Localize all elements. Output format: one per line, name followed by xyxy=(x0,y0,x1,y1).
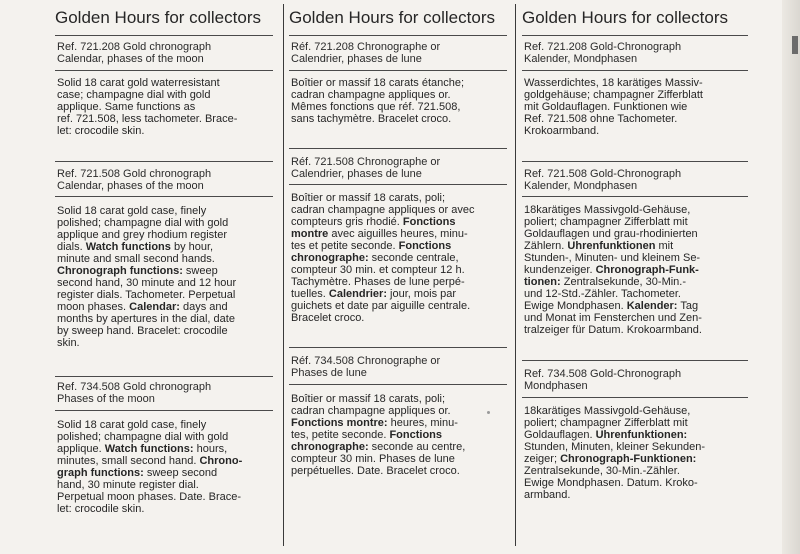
entry-rule xyxy=(55,70,273,71)
body-line: Krokoarmband. xyxy=(524,125,600,137)
body-line: Zählern. Uhrenfunktionen mit xyxy=(524,240,674,252)
body-line: minute and small second hands. xyxy=(57,253,215,265)
body-line: tes, petite seconde. Fonctions xyxy=(291,429,443,441)
column-divider xyxy=(515,4,516,546)
body-line: cadran champagne appliques or avec xyxy=(291,204,475,216)
body-line: dials. Watch functions by hour, xyxy=(57,241,214,253)
body-line: minutes, small second hand. Chrono- xyxy=(57,455,243,467)
entry-body xyxy=(524,405,744,501)
entry-subtitle-line: Calendar, phases of the moon xyxy=(57,53,204,65)
entry-body xyxy=(291,77,511,125)
entry-rule xyxy=(522,360,748,361)
body-line: compteurs gris rhodié. Fonctions xyxy=(291,216,456,228)
body-line: Solid 18 carat gold case, finely xyxy=(57,419,207,431)
entry-rule xyxy=(289,384,507,385)
body-line: polished; champagne dial with gold xyxy=(57,217,229,229)
entry-title xyxy=(524,41,742,65)
body-line: tuelles. Calendrier: jour, mois par xyxy=(291,288,457,300)
entry-rule xyxy=(522,196,748,197)
body-line: skin. xyxy=(57,337,80,349)
body-line: Ewige Mondphasen. Kalender: Tag xyxy=(524,300,699,312)
body-line: Mêmes fonctions que réf. 721.508, xyxy=(291,101,461,113)
body-line: Goldauflagen und grau-rhodinierten xyxy=(524,228,698,240)
body-line: tes et petite seconde. Fonctions xyxy=(291,240,452,252)
body-line: Ewige Mondphasen. Datum. Kroko- xyxy=(524,477,698,489)
edge-mark xyxy=(792,36,798,54)
entry-body xyxy=(57,205,277,349)
entry-title xyxy=(57,41,275,65)
entry-rule xyxy=(522,70,748,71)
heading-rule xyxy=(55,35,273,36)
entry-rule xyxy=(289,148,507,149)
entry-body xyxy=(57,419,277,515)
entry-subtitle-line: Calendrier, phases de lune xyxy=(291,168,422,180)
body-line: Boîtier or massif 18 carats, poli; xyxy=(291,192,446,204)
entry-rule xyxy=(55,196,273,197)
body-line: mit Goldauflagen. Funktionen wie xyxy=(524,101,688,113)
body-line: Ref. 721.508 ohne Tachometer. xyxy=(524,113,678,125)
body-line: Boîtier or massif 18 carats étanche; xyxy=(291,77,465,89)
body-line: guichets et date par aiguille centrale. xyxy=(291,300,471,312)
entry-title-line: Ref. 734.508 Gold chronograph xyxy=(57,381,212,393)
column-heading: Golden Hours for collectors xyxy=(289,8,495,27)
body-line: Solid 18 carat gold waterresistant xyxy=(57,77,220,89)
body-line: kundenzeiger. Chronograph-Funk- xyxy=(524,264,699,276)
body-line: und 12-Std.-Zähler. Tachometer. xyxy=(524,288,681,300)
entry-title-line: Ref. 721.508 Gold chronograph xyxy=(57,168,212,180)
entry-rule xyxy=(522,397,748,398)
entry-body xyxy=(524,204,744,336)
body-line: zeiger; Chronograph-Funktionen: xyxy=(524,453,697,465)
column-heading: Golden Hours for collectors xyxy=(522,8,728,27)
body-line: sans tachymètre. Bracelet croco. xyxy=(291,113,452,125)
body-line: 18karätiges Massivgold-Gehäuse, xyxy=(524,405,691,417)
entry-subtitle-line: Calendrier, phases de lune xyxy=(291,53,422,65)
body-line: polished; champagne dial with gold xyxy=(57,431,229,443)
page-edge xyxy=(782,0,800,554)
entry-title xyxy=(291,41,509,65)
entry-title xyxy=(524,168,742,192)
entry-subtitle-line: Kalender, Mondphasen xyxy=(524,53,638,65)
entry-title-line: Réf. 734.508 Chronographe or xyxy=(291,355,441,367)
entry-subtitle-line: Mondphasen xyxy=(524,380,588,392)
entry-rule xyxy=(55,410,273,411)
body-line: Zentralsekunde, 30-Min.-Zähler. xyxy=(524,465,680,477)
body-line: ref. 721.508, less tachometer. Brace- xyxy=(57,113,238,125)
entry-rule xyxy=(289,70,507,71)
body-line: Perpetual moon phases. Date. Brace- xyxy=(57,491,242,503)
entry-title xyxy=(291,156,509,180)
body-line: Solid 18 carat gold case, finely xyxy=(57,205,207,217)
entry-rule xyxy=(522,161,748,162)
body-line: poliert; champagner Zifferblatt mit xyxy=(524,417,688,429)
body-line: Fonctions montre: heures, minu- xyxy=(291,417,458,429)
body-line: graph functions: sweep second xyxy=(57,467,218,479)
entry-title-line: Réf. 721.508 Chronographe or xyxy=(291,156,441,168)
entry-title-line: Ref. 734.508 Gold-Chronograph xyxy=(524,368,682,380)
column-heading: Golden Hours for collectors xyxy=(55,8,261,27)
column-divider xyxy=(283,4,284,546)
entry-rule xyxy=(289,184,507,185)
body-line: applique and grey rhodium register xyxy=(57,229,227,241)
body-line: und Monat im Fensterchen und Zen- xyxy=(524,312,702,324)
body-line: cadran champagne appliques or. xyxy=(291,89,451,101)
entry-rule xyxy=(55,161,273,162)
body-line: applique. Same functions as xyxy=(57,101,196,113)
body-line: 18karätiges Massivgold-Gehäuse, xyxy=(524,204,691,216)
heading-rule xyxy=(522,35,748,36)
entry-title xyxy=(57,168,275,192)
body-line: register dials. Tachometer. Perpetual xyxy=(57,289,236,301)
entry-title xyxy=(524,368,742,392)
body-line: chronographe: seconde centrale, xyxy=(291,252,459,264)
body-line: goldgehäuse; champagner Zifferblatt xyxy=(524,89,703,101)
heading-rule xyxy=(289,35,507,36)
body-line: Tachymètre. Phases de lune perpé- xyxy=(291,276,465,288)
body-line: montre avec aiguilles heures, minu- xyxy=(291,228,468,240)
entry-subtitle-line: Phases de lune xyxy=(291,367,367,379)
body-line: let: crocodile skin. xyxy=(57,125,145,137)
body-line: Bracelet croco. xyxy=(291,312,365,324)
body-line: tionen: Zentralsekunde, 30-Min.- xyxy=(524,276,687,288)
entry-subtitle-line: Kalender, Mondphasen xyxy=(524,180,638,192)
entry-title-line: Ref. 721.508 Gold-Chronograph xyxy=(524,168,682,180)
body-line: Boîtier or massif 18 carats, poli; xyxy=(291,393,446,405)
body-line: perpétuelles. Date. Bracelet croco. xyxy=(291,465,460,477)
body-line: case; champagne dial with gold xyxy=(57,89,211,101)
entry-body xyxy=(291,393,511,477)
entry-title xyxy=(57,381,275,405)
body-line: Stunden-, Minuten- und kleinem Se- xyxy=(524,252,701,264)
body-line: armband. xyxy=(524,489,571,501)
entry-rule xyxy=(55,376,273,377)
body-line: Wasserdichtes, 18 karätiges Massiv- xyxy=(524,77,703,89)
entry-body xyxy=(524,77,744,137)
body-line: Chronograph functions: sweep xyxy=(57,265,218,277)
body-line: tralzeiger für Datum. Krokoarmband. xyxy=(524,324,702,336)
body-line: let: crocodile skin. xyxy=(57,503,145,515)
entry-rule xyxy=(289,347,507,348)
entry-title-line: Ref. 721.208 Gold chronograph xyxy=(57,41,212,53)
entry-title xyxy=(291,355,509,379)
body-line: compteur 30 min. Phases de lune xyxy=(291,453,455,465)
entry-body xyxy=(57,77,277,137)
entry-body xyxy=(291,192,511,324)
body-line: by sweep hand. Bracelet: crocodile xyxy=(57,325,228,337)
body-line: Goldauflagen. Uhrenfunktionen: xyxy=(524,429,688,441)
body-line: poliert; champagner Zifferblatt mit xyxy=(524,216,688,228)
body-line: chronographe: seconde au centre, xyxy=(291,441,466,453)
body-line: cadran champagne appliques or. xyxy=(291,405,451,417)
entry-title-line: Réf. 721.208 Chronographe or xyxy=(291,41,441,53)
body-line: second hand, 30 minute and 12 hour xyxy=(57,277,237,289)
body-line: compteur 30 min. et compteur 12 h. xyxy=(291,264,465,276)
body-line: months by apertures in the dial, date xyxy=(57,313,235,325)
entry-title-line: Ref. 721.208 Gold-Chronograph xyxy=(524,41,682,53)
body-line: Stunden, Minuten, kleiner Sekunden- xyxy=(524,441,706,453)
body-line: applique. Watch functions: hours, xyxy=(57,443,228,455)
entry-subtitle-line: Calendar, phases of the moon xyxy=(57,180,204,192)
body-line: moon phases. Calendar: days and xyxy=(57,301,228,313)
body-line: hand, 30 minute register dial. xyxy=(57,479,199,491)
entry-subtitle-line: Phases of the moon xyxy=(57,393,155,405)
